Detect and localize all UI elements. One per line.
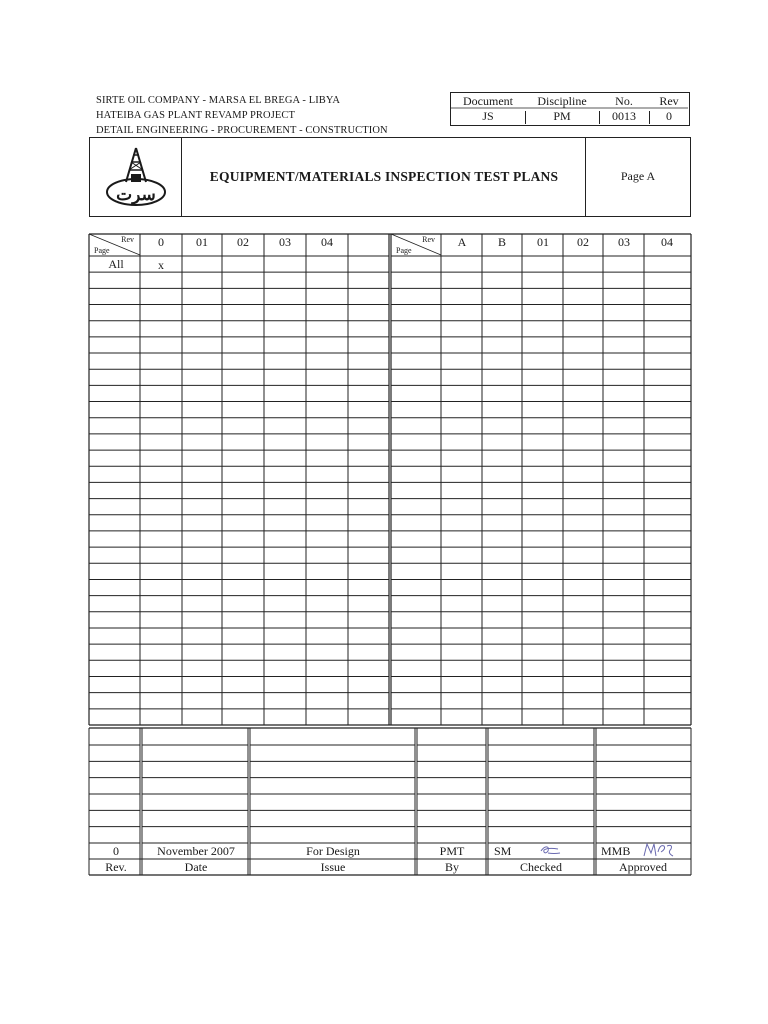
history-issue: For Design bbox=[306, 844, 360, 858]
history-approved: MMB bbox=[601, 844, 631, 858]
scope-line: DETAIL ENGINEERING - PROCUREMENT - CONSTRUCTION bbox=[96, 125, 388, 136]
left-rev-header: 01 bbox=[196, 235, 208, 249]
page-title: EQUIPMENT/MATERIALS INSPECTION TEST PLANS bbox=[209, 169, 559, 184]
approved-signature-icon bbox=[644, 844, 673, 856]
doc-value-rev: 0 bbox=[666, 109, 672, 123]
history-date: November 2007 bbox=[157, 844, 235, 858]
history-rev: 0 bbox=[113, 844, 119, 858]
checked-signature-icon bbox=[541, 847, 560, 854]
company-line: SIRTE OIL COMPANY - MARSA EL BREGA - LIBYA bbox=[96, 95, 341, 106]
history-checked: SM bbox=[494, 844, 512, 858]
right-rev-header: 04 bbox=[661, 235, 673, 249]
doc-value-discipline: PM bbox=[553, 109, 571, 123]
right-rev-header: A bbox=[457, 235, 467, 249]
right-rev-header: 02 bbox=[577, 235, 589, 249]
left-rev-header: 03 bbox=[279, 235, 291, 249]
right-rev-header: B bbox=[497, 235, 507, 249]
doc-label-document: Document bbox=[463, 94, 513, 108]
right-rev-header: 01 bbox=[537, 235, 549, 249]
label-by: By bbox=[444, 860, 460, 874]
doc-label-discipline: Discipline bbox=[537, 94, 587, 108]
corner-rev-label-right: Rev bbox=[422, 235, 435, 244]
left-rev-header: 04 bbox=[321, 235, 333, 249]
label-checked: Checked bbox=[520, 860, 562, 874]
doc-label-number: No. bbox=[615, 94, 633, 108]
doc-value-number: 0013 bbox=[612, 109, 636, 123]
label-issue: Issue bbox=[320, 860, 346, 874]
right-rev-header: 03 bbox=[618, 235, 630, 249]
corner-page-label-left: Page bbox=[94, 246, 110, 255]
table-row-page: All bbox=[108, 257, 124, 271]
history-by: PMT bbox=[439, 844, 465, 858]
page-label: Page A bbox=[620, 169, 656, 183]
logo-arabic-text: سرت bbox=[116, 185, 156, 204]
table-row-mark: x bbox=[158, 258, 164, 272]
left-rev-header: 02 bbox=[237, 235, 249, 249]
project-line: HATEIBA GAS PLANT REVAMP PROJECT bbox=[96, 110, 296, 121]
corner-rev-label-left: Rev bbox=[121, 235, 134, 244]
doc-value-document: JS bbox=[482, 109, 494, 123]
label-approved: Approved bbox=[619, 860, 667, 874]
label-rev: Rev. bbox=[105, 860, 127, 874]
corner-page-label-right: Page bbox=[396, 246, 412, 255]
doc-label-rev: Rev bbox=[659, 94, 679, 108]
left-rev-header: 0 bbox=[158, 235, 164, 249]
label-date: Date bbox=[184, 860, 208, 874]
